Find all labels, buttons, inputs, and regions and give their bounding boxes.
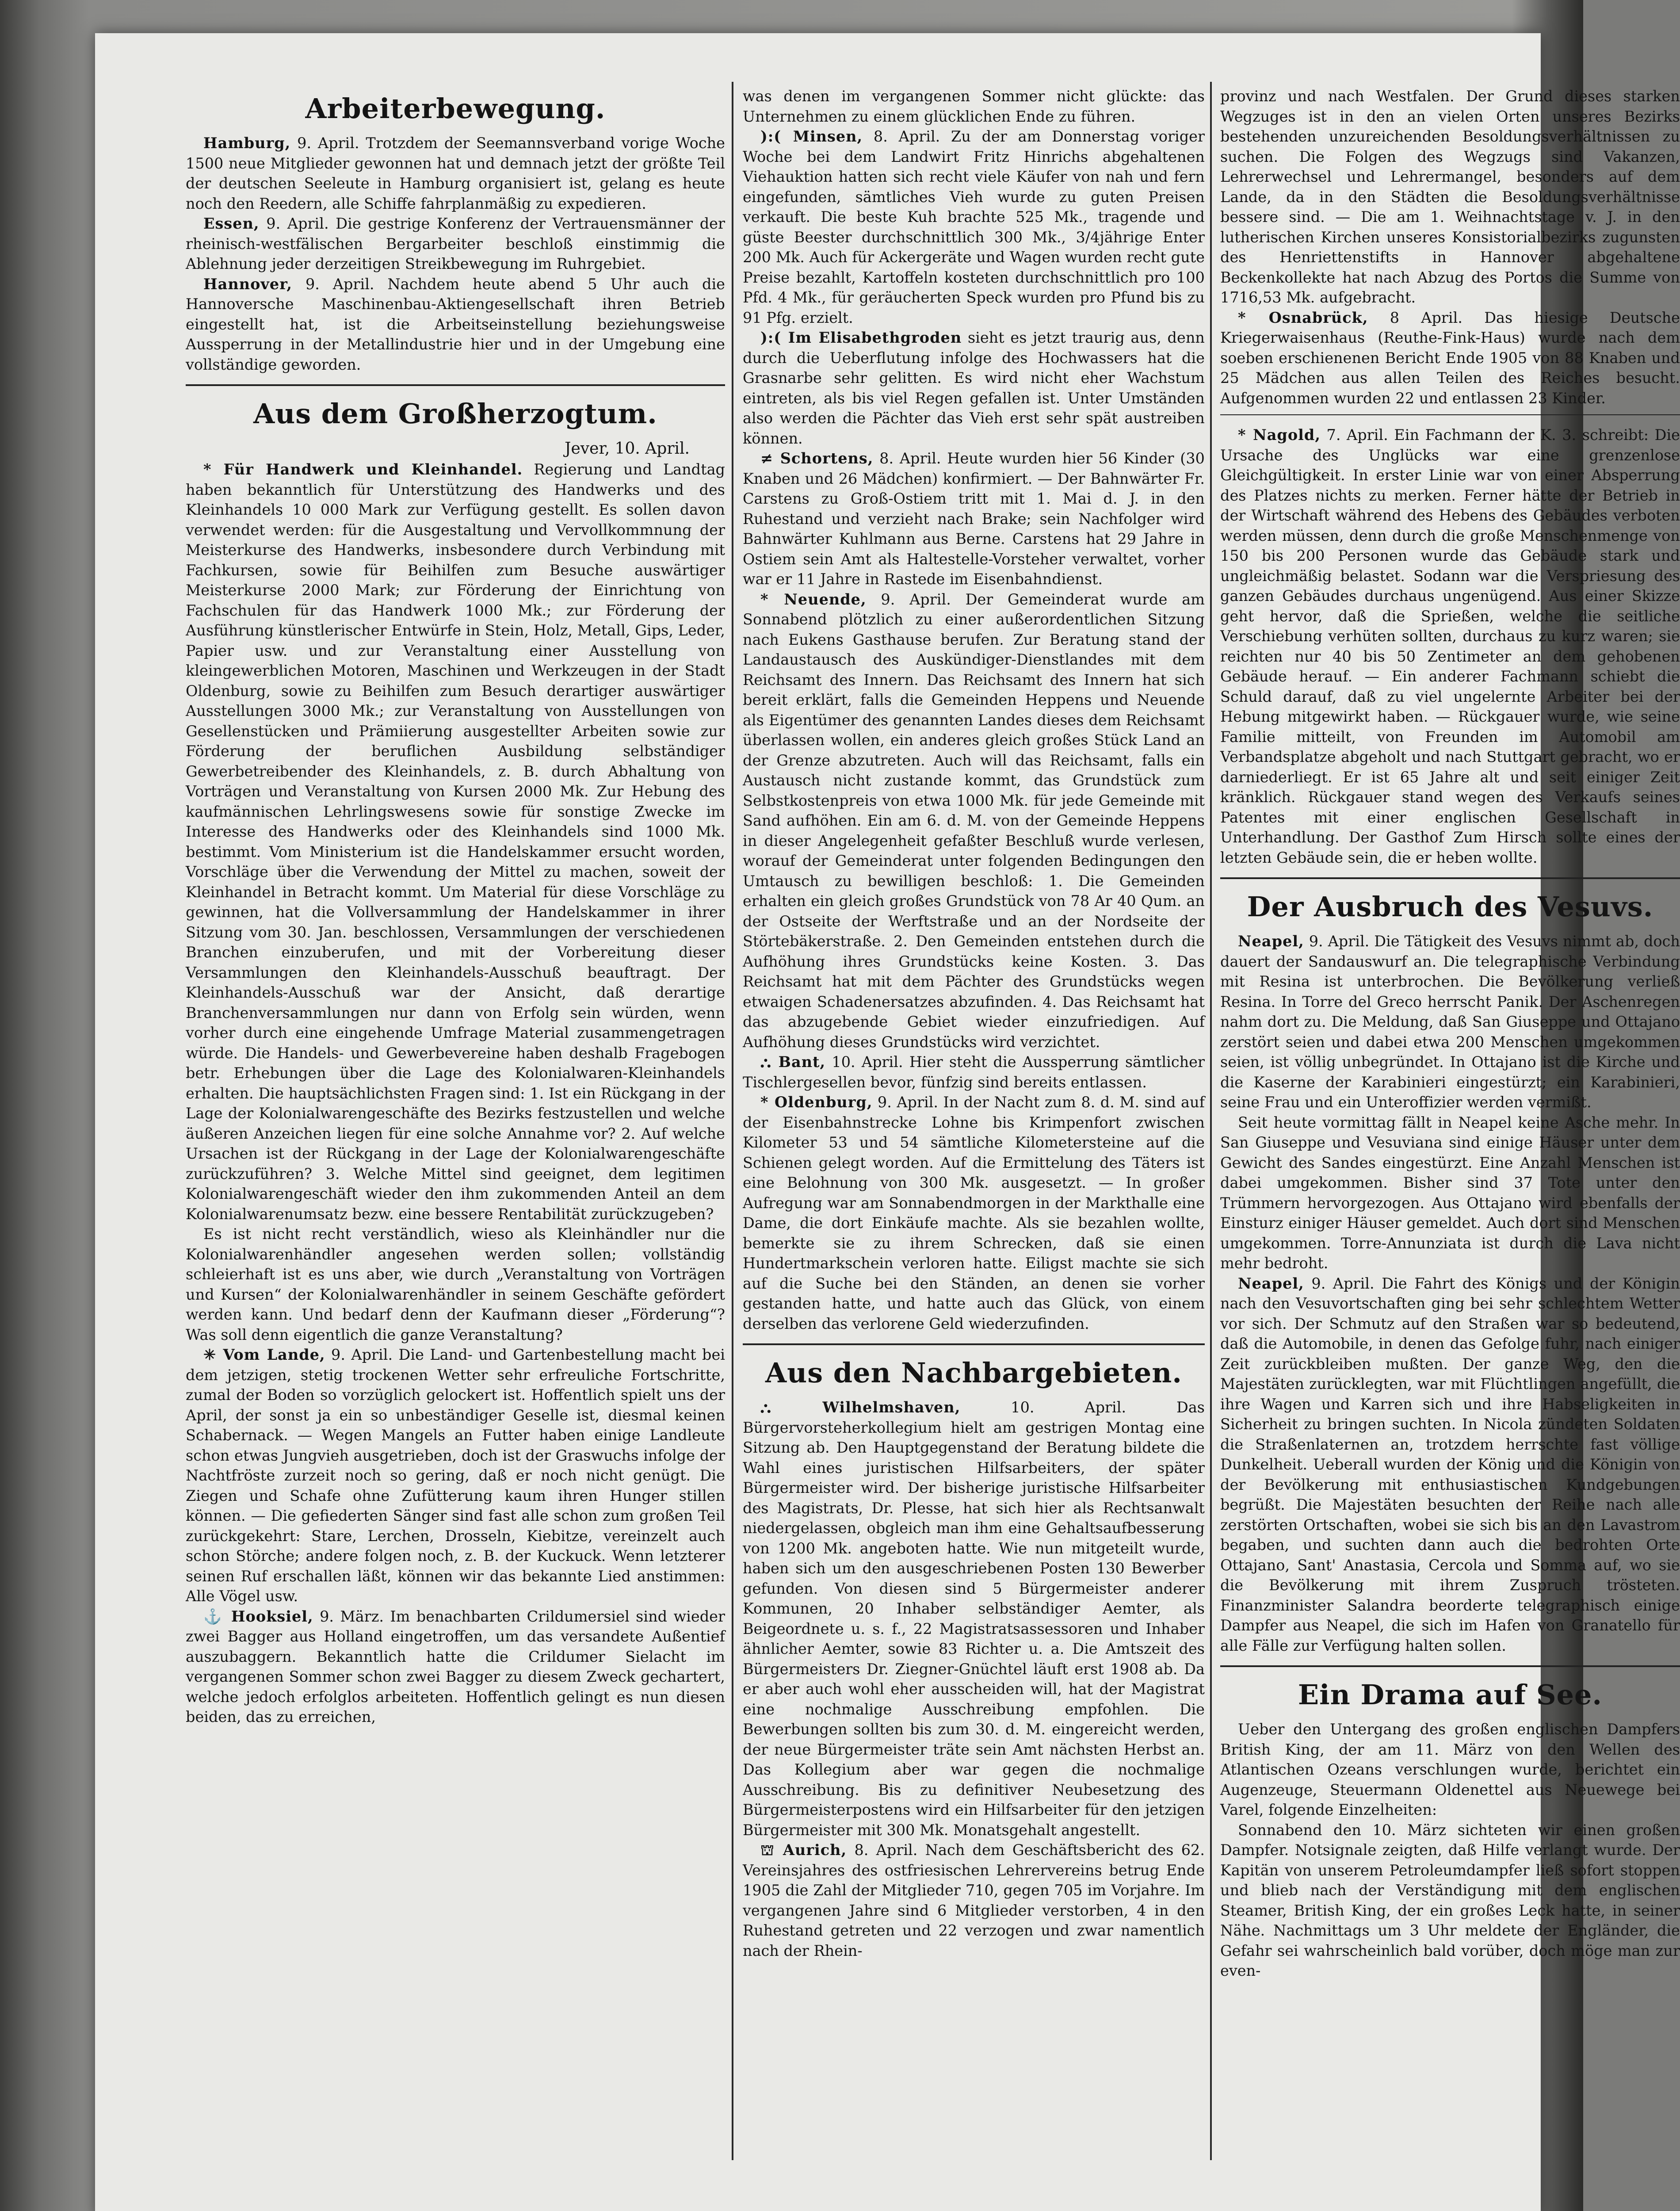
article-text: 9. April. Nachdem heute abend 5 Uhr auch die Hannoversche Maschinenbau-Aktiengesellschaft ihren Betrieb eingestellt hat, ist die Arbeitseinstellung beziehungsweise Aussperrung in der Metallindustrie hier und in der Umgebung eine vollständige geworden. bbox=[186, 275, 725, 373]
article-head: ⛬ Bant, bbox=[760, 1053, 826, 1071]
article-continuation bbox=[1220, 86, 1680, 308]
section-title-vesuv: Der Ausbruch des Vesuvs. bbox=[1247, 891, 1653, 923]
article-wilhelmshaven bbox=[743, 1397, 1205, 1840]
column-2 bbox=[743, 86, 1205, 2200]
article-schortens bbox=[743, 448, 1205, 589]
section-divider bbox=[743, 1343, 1205, 1345]
article-handwerk bbox=[186, 459, 725, 1224]
article-text: 9. April. In der Nacht zum 8. d. M. sind auf der Eisenbahnstrecke Lohne bis Krimpenfort zwischen Kilometer 53 und 54 sämtliche Kilometersteine auf die Schienen gelegt worden. Auf die Ermittelung des Täters ist eine Belohnung von 300 Mk. ausgesetzt. — In großer Aufregung war am Sonnabendmorgen in der Markthalle eine Dame, die dort Einkäufe machte. Als sie bezahlen wollte, bemerkte sie zu ihrem Schrecken, daß sie einen Hundertmarkschein verloren hatte. Eiligst machte sie sich auf die Suche bei den Ständen, an denen sie vorher gestanden hatte, und hatte auch das Glück, von einem derselben das verlorene Geld wiederzufinden. bbox=[743, 1094, 1205, 1332]
article-hannover bbox=[186, 274, 725, 375]
article-neapel-2 bbox=[1220, 1274, 1680, 1656]
article-aurich bbox=[743, 1840, 1205, 1961]
article-text: was denen im vergangenen Sommer nicht glückte: das Unternehmen zu einem glücklichen Ende zu führen. bbox=[743, 88, 1205, 125]
article-continuation bbox=[743, 86, 1205, 126]
article-neapel-asche bbox=[1220, 1113, 1680, 1274]
column-3 bbox=[1220, 86, 1680, 2200]
article-head: * Osnabrück, bbox=[1238, 309, 1368, 326]
article-text: Ueber den Untergang des großen englischen Dampfers British King, der am 11. März von den Wellen des Atlantischen Ozeans verschlungen wurde, berichtet ein Augenzeuge, Steuermann Oldenettel aus Neuewege bei Varel, folgende Einzelheiten: bbox=[1220, 1721, 1680, 1818]
article-text: 9. März. Im benachbarten Crildumersiel sind wieder zwei Bagger aus Holland eingetroffen, um das versandete Außentief auszubaggern. Bekanntlich hatte die Crildumer Sielacht im vergangenen Sommer schon zwei Bagger zu diesem Zweck gechartert, welche jedoch erfolglos arbeiteten. Hoffentlich gelingt es nun diesen beiden, das zu erreichen, bbox=[186, 1607, 725, 1725]
article-head: ⛬ Wilhelmshaven, bbox=[760, 1399, 961, 1416]
article-drama-body bbox=[1220, 1820, 1680, 1981]
article-text: 7. April. Ein Fachmann der K. 3. schreibt: Die Ursache des Unglücks war eine grenzenlose Gleichgültigkeit. In erster Linie war von einer Absperrung des Platzes nichts zu merken. Ferner hätte der Betrieb in der Wirtschaft während des Hebens des Gebäudes verboten werden müssen, denn durch die große Menschenmenge von 150 bis 200 Personen wurde das Gebäude stark und ungleichmäßig belastet. Sodann war die Verspriesung des ganzen Gebäudes durchaus ungenügend. Aus einer Skizze geht hervor, daß die Sprießen, welche die seitliche Verschiebung verhüten sollten, durchaus zu kurz waren; sie reichten nur 40 bis 50 Zentimeter an dem gehobenen Gebäude herauf. — Ein anderer Fachmann schiebt die Schuld darauf, daß zu viel ungelernte Arbeiter bei der Hebung mitgewirkt haben. — Rückgauer wurde, wie seine Familie mitteilt, von Freunden im Automobil am Verbandsplatze abgeholt und nach Stuttgart gebracht, wo er darniederliegt. Er ist 65 Jahre alt und seit einiger Zeit kränklich. Rückgauer stand wegen des Verkaufs seines Patentes mit einer englischen Gesellschaft in Unterhandlung. Der Gasthof Zum Hirsch sollte eines der letzten Gebäude sein, die er heben wollte. bbox=[1220, 426, 1680, 866]
article-text: 9. April. Der Gemeinderat wurde am Sonnabend plötzlich zu einer außerordentlichen Sitzung nach Eukens Gasthause berufen. Zur Beratung stand der Landaustausch des Auskündiger-Dienstlandes mit dem Reichsamt des Innern. Das Reichsamt des Innern hat sich bereit erklärt, falls die Gemeinden Heppens und Neuende als Eigentümer des genannten Landes dieses dem Reichsamt überlassen wollen, ein anderes gleich großes Stück Land an der Grenze abzutreten. Auch will das Reichsamt, falls ein Austausch nicht zustande kommt, das Grundstück zum Selbstkostenpreis von etwa 1000 Mk. für jede Gemeinde mit Sand aufhöhen. Ein am 6. d. M. von der Gemeinde Heppens in dieser Angelegenheit gefaßter Beschluß wurde verlesen, worauf der Gemeinderat unter folgenden Bedingungen den Umtausch zu bewilligen beschloß: 1. Die Gemeinden erhalten ein gleich großes Grundstück von 78 Ar 40 Qum. an der Ostseite der Werftstraße und an der Nordseite der Störtebäkerstraße. 2. Den Gemeinden entstehen durch die Aufhöhung ihres Grundstücks keine Kosten. 3. Das Reichsamt hat mit dem Pächter des Grundstücks wegen etwaigen Schadenersatzes abzufinden. 4. Das Reichsamt hat das abzugebende Gebiet wieder einzufriedigen. Auf Aufhöhung dieses Grundstücks wird verzichtet. bbox=[743, 590, 1205, 1051]
article-head: ⚓ Hooksiel, bbox=[203, 1607, 313, 1625]
article-text: 9. April. Die gestrige Konferenz der Vertrauensmänner der rheinisch-westfälischen Bergarbeiter beschloß einstimmig die Ablehnung jeder derzeitigen Streikbewegung im Ruhrgebiet. bbox=[186, 215, 725, 272]
article-osnabrueck bbox=[1220, 308, 1680, 409]
article-bant bbox=[743, 1052, 1205, 1092]
section-divider bbox=[186, 384, 725, 386]
dateline-jever: Jever, 10. April. bbox=[565, 440, 690, 458]
article-text: 8. April. Heute wurden hier 56 Kinder (30 Knaben und 26 Mädchen) konfirmiert. — Der Bahnwärter Fr. Carstens zu Groß-Ostiem tritt mit 1. Mai d. J. in den Ruhestand und verzieht nach Brake; sein Nachfolger wird Bahnwärter Kuhlmann aus Berne. Carstens hat 29 Jahre in Ostiem sein Amt als Haltestelle-Vorsteher verwaltet, vorher war er 11 Jahre in Rastede im Eisenbahndienst. bbox=[743, 450, 1205, 588]
place-hannover: Hannover, bbox=[203, 275, 293, 293]
article-head: ≠ Schortens, bbox=[760, 450, 874, 467]
article-neapel-1 bbox=[1220, 931, 1680, 1113]
article-text: 9. April. Die Tätigkeit des Vesuvs nimmt ab, doch dauert der Sandauswurf an. Die telegraphische Verbindung mit Resina ist unterbrochen. Die Bevölkerung verließ Resina. In Torre del Greco herrscht Panik. Der Aschenregen nahm dort zu. Die Meldung, daß San Giuseppe und Ottajano zerstört seien und dabei etwa 200 Menschen umgekommen seien, ist völlig unbegründet. In Ottajano ist die Kirche und die Kaserne der Karabinieri eingestürzt; ein Karabinieri, seine Frau und ein Unteroffizier werden vermißt. bbox=[1220, 933, 1680, 1111]
article-hooksiel bbox=[186, 1607, 725, 1727]
article-text: Regierung und Landtag haben bekanntlich für Unterstützung des Handwerks und des Kleinhandels 10 000 Mark zur Verfügung gestellt. Es sollen davon verwendet werden: für die Ausgestaltung und Vervollkommnung der Meisterkurse des Handwerks, insbesondere durch Verbindung mit Fachkursen, sowie für Beihilfen zum Besuche auswärtiger Meisterkurse 2000 Mark; zur Förderung der Einrichtung von Fachschulen für das Handwerk 1000 Mk.; zur Förderung der Ausführung künstlerischer Entwürfe in Stein, Holz, Metall, Gips, Leder, Papier usw. und zur Veranstaltung einer Ausstellung von kleingewerblichen Motoren, Maschinen und Werkzeugen in der Stadt Oldenburg, sowie zu Beihilfen zum Besuch derartiger auswärtiger Ausstellungen 3000 Mk.; zur Veranstaltung von Ausstellungen von Gesellenstücken und Prämiierung ausgestellter Arbeiten sowie zur Förderung der beruflichen Ausbildung selbständiger Gewerbetreibender des Kleinhandels, z. B. durch Abhaltung von Vorträgen und Veranstaltung von Kursen 2000 Mk. Zur Hebung des kaufmännischen Lehrlingswesens sowie für sonstige Zwecke im Interesse des Handwerks oder des Kleinhandels sind 1000 Mk. bestimmt. Vom Ministerium ist die Handelskammer ersucht worden, Vorschläge über die Verwendung der Mittel zu machen, soweit der Kleinhandel in Betracht kommt. Um Material für diese Vorschläge zu gewinnen, hat die Vollversammlung der Handelskammer in ihrer Sitzung vom 30. Jan. beschlossen, Versammlungen der verschiedenen Branchen einzuberufen, und mit der Vorbereitung dieser Versammlungen den Kleinhandels-Ausschuß beauftragt. Der Kleinhandels-Ausschuß war der Ansicht, daß derartige Branchenversammlungen nur dann von Erfolg sein würden, wenn vorher durch eine eingehende Umfrage Material zusammengetragen würde. Die Handels- und Gewerbevereine haben deshalb Fragebogen betr. Erhebungen über die Lage des Kolonialwaren-Kleinhandels erhalten. Die hauptsächlichsten Fragen sind: 1. Ist ein Rückgang in der Lage der Kolonialwarengeschäfte des Bezirks festzustellen und welche äußeren Anzeichen liegen für eine solche Annahme vor? 2. Auf welche Ursachen ist der Rückgang in der Lage der Kolonialwarengeschäfte zurückzuführen? 3. Welche Mittel sind geeignet, dem legitimen Kolonialwarengeschäft wieder den ihm zukommenden Anteil an dem Kolonialwarenumsatz bezw. eine bessere Rentabilität zurückzugeben? bbox=[186, 461, 725, 1223]
article-text: 9. April. Trotzdem der Seemannsverband vorige Woche 1500 neue Mitglieder gewonnen hat und demnach jetzt der größte Teil der deutschen Seeleute in Hamburg organisiert ist, gelang es heute noch den Reedern, alle Schiffe fahrplanmäßig zu expedieren. bbox=[186, 134, 725, 212]
article-head: * Neuende, bbox=[760, 590, 867, 608]
article-text: 8. April. Zu der am Donnerstag voriger Woche bei dem Landwirt Fritz Hinrichs abgehaltenen Viehauktion hatten sich recht viele Käufer von nah und fern eingefunden, sämtliches Vieh wurde zu guten Preisen verkauft. Die beste Kuh brachte 525 Mk., tragende und güste Beester durchschnittlich 300 Mk., 3/4jährige Enter 200 Mk. Auch für Ackergeräte und Wagen wurden recht gute Preise bezahlt, Kartoffeln kosteten durchschnittlich pro 100 Pfd. 4 Mk., für geräucherten Speck wurden pro Pfund bis zu 91 Pfg. erzielt. bbox=[743, 128, 1205, 326]
section-title-nachbargebiete: Aus den Nachbargebieten. bbox=[765, 1357, 1182, 1389]
article-text: Es ist nicht recht verständlich, wieso als Kleinhändler nur die Kolonialwarenhändler angesehen werden sollen; vollständig schleierhaft ist es uns aber, wie durch „Veranstaltung von Vorträgen und Kursen“ der Kolonialwarenhändler in seinem Geschäfte gefördert werden kann. Und bedarf denn der Kaufmann dieser „Förderung“? Was soll denn eigentlich die ganze Veranstaltung? bbox=[186, 1225, 725, 1343]
article-minsen bbox=[743, 126, 1205, 328]
article-divider bbox=[1220, 414, 1680, 415]
column-1 bbox=[186, 86, 725, 2200]
article-text: 10. April. Hier steht die Aussperrung sämtlicher Tischlergesellen bevor, fünfzig sind bereits entlassen. bbox=[743, 1053, 1205, 1091]
article-head: * Oldenburg, bbox=[760, 1094, 873, 1111]
article-text: 10. April. Das Bürgervorsteherkollegium hielt am gestrigen Montag eine Sitzung ab. Den Hauptgegenstand der Beratung bildete die Wahl eines juristischen Hilfsarbeiters, der später Bürgermeister wird. Der bisherige juristische Hilfsarbeiter des Magistrats, Dr. Plesse, hat sich hier als Rechtsanwalt niedergelassen, obgleich man ihm eine Gehaltsaufbesserung von 1200 Mk. angeboten hatte. Wie nun mitgeteilt wurde, haben sich um den ausgeschriebenen Posten 130 Bewerber gefunden. Von diesen sind 5 Bürgermeister anderer Kommunen, 20 Inhaber selbständiger Aemter, als Beigeordnete u. s. f., 22 Magistratsassessoren und Inhaber ähnlicher Aemter, sowie 83 Richter u. a. Die Amtszeit des Bürgermeisters Dr. Ziegner-Gnüchtel läuft erst 1908 ab. Da er aber auch wohl eher ausscheiden will, hat der Magistrat eine nochmalige Ausschreibung empfohlen. Die Bewerbungen sollten bis zum 30. d. M. eingereicht werden, der neue Bürgermeister träte sein Amt nächsten Herbst an. Das Kollegium aber war gegen die nochmalige Ausschreibung. Bis zu definitiver Neubesetzung des Bürgermeisterpostens wird ein Hilfsarbeiter für den jetzigen Bürgermeister mit 300 Mk. Monatsgehalt angestellt. bbox=[743, 1399, 1205, 1839]
column-rule-2 bbox=[1210, 82, 1212, 2160]
article-kommentar bbox=[186, 1224, 725, 1345]
article-head: ✳ Vom Lande, bbox=[203, 1346, 325, 1363]
section-divider bbox=[1220, 1665, 1680, 1667]
article-text: Seit heute vormittag fällt in Neapel keine Asche mehr. In San Giuseppe und Vesuviana sind einige Häuser unter dem Gewicht des Sandes eingestürzt. Eine Anzahl Menschen ist dabei umgekommen. Bisher sind 37 Tote unter den Trümmern hervorgezogen. Aus Ottajano wird ebenfalls der Einsturz einiger Häuser gemeldet. Auch dort sind Menschen umgekommen. Torre-Annunziata ist durch die Lava nicht mehr bedroht. bbox=[1220, 1113, 1680, 1272]
article-head: Neapel, bbox=[1238, 933, 1304, 950]
article-head: ):( Minsen, bbox=[760, 128, 863, 145]
article-text: 9. April. Die Land- und Gartenbestellung macht bei dem jetzigen, stetig trockenen Wetter sehr erfreuliche Fortschritte, zumal der Boden so vorzüglich gelockert ist. Hoffentlich spielt uns der April, der sonst ja ein so unbeständiger Geselle ist, diesmal keinen Schabernack. — Wegen Mangels an Futter haben einige Landleute schon etwas Jungvieh ausgetrieben, doch ist der Graswuchs infolge der Nachtfröste zurzeit noch so gering, daß er noch nicht genügt. Die Ziegen und Schafe ohne Zufütterung kaum ihren Hunger stillen können. — Die gefiederten Sänger sind fast alle schon zum großen Teil zurückgekehrt: Stare, Lerchen, Drosseln, Kiebitze, vereinzelt auch schon Störche; andere folgen noch, z. B. der Kuckuck. Wenn letzterer seinen Ruf erschallen läßt, können wir das bekannte Lied anstimmen: Alle Vögel usw. bbox=[186, 1346, 725, 1605]
article-neuende bbox=[743, 589, 1205, 1052]
article-oldenburg bbox=[743, 1092, 1205, 1334]
section-title-grossherzogtum: Aus dem Großherzogtum. bbox=[253, 398, 657, 430]
column-rule-1 bbox=[732, 82, 733, 2160]
article-essen bbox=[186, 214, 725, 274]
article-head: ⛫ Aurich, bbox=[760, 1841, 847, 1859]
article-hamburg bbox=[186, 133, 725, 214]
place-hamburg: Hamburg, bbox=[203, 134, 291, 152]
article-text: 8 April. Das hiesige Deutsche Kriegerwaisenhaus (Reuthe-Fink-Haus) wurde nach dem soeben erschienenen Bericht Ende 1905 von 88 Knaben und 25 Mädchen aus allen Teilen des Reiches besucht. Aufgenommen wurden 22 und entlassen 23 Kinder. bbox=[1220, 309, 1680, 407]
article-elisabethgroden bbox=[743, 328, 1205, 448]
article-text: 9. April. Die Fahrt des Königs und der Königin nach den Vesuvortschaften ging bei sehr schlechtem Wetter vor sich. Der Schmutz auf den Straßen war so bedeutend, daß die Automobile, in denen das Gefolge fuhr, nach einiger Zeit zurückbleiben mußten. Der ganze Weg, den die Majestäten zurücklegten, war mit Flüchtlingen angefüllt, die ihre Wagen und Karren sich und ihre Habseligkeiten in Sicherheit zu bringen suchten. In Nicola zündeten Soldaten die Straßenlaternen an, trotzdem herrschte fast völlige Dunkelheit. Ueberall wurden der König und die Königin von der Bevölkerung mit enthusiastischen Kundgebungen begrüßt. Die Majestäten besuchten der Reihe nach alle zerstörten Ortschaften, wobei sie sich bis an den Lavastrom begaben, und suchten dann auch die bedrohten Orte Ottajano, Sant' Anastasia, Cercola und Somma auf, wo sie die Bevölkerung mit ihrem Zuspruch trösteten. Finanzminister Salandra beorderte telegraphisch einige Dampfer aus Neapel, die sich im Hafen von Granatello für alle Fälle zur Verfügung halten sollen. bbox=[1220, 1274, 1680, 1654]
section-title-drama: Ein Drama auf See. bbox=[1298, 1679, 1603, 1711]
section-divider bbox=[1220, 877, 1680, 879]
newspaper-page bbox=[95, 33, 1680, 2211]
article-vom-lande bbox=[186, 1345, 725, 1607]
article-drama-intro bbox=[1220, 1719, 1680, 1820]
article-text: Sonnabend den 10. März sichteten wir einen großen Dampfer. Notsignale zeigten, daß Hilfe verlangt wurde. Der Kapitän von unserem Petroleumdampfer ließ sofort stoppen und blieb nach der Verständigung mit dem englischen Steamer, British King, der ein großes Leck hatte, in seiner Nähe. Nachmittags um 3 Uhr meldete der Engländer, die Gefahr sei wahrscheinlich bald vorüber, doch möge man zur even- bbox=[1220, 1821, 1680, 1979]
section-title-arbeiterbewegung: Arbeiterbewegung. bbox=[305, 92, 606, 125]
article-head: * Nagold, bbox=[1238, 426, 1321, 444]
article-text: provinz und nach Westfalen. Der Grund dieses starken Wegzuges ist in den an vielen Orten unseres Bezirks bestehenden unzureichenden Besoldungsverhältnissen zu suchen. Die Folgen des Wegzugs sind Vakanzen, Lehrerwechsel und Lehrermangel, besonders auf dem Lande, da in den Städten die Besoldungsverhältnisse bessere sind. — Die am 1. Weihnachtstage v. J. in den lutherischen Kirchen unseres Konsistorialbezirks zugunsten des Henriettenstifts in Hannover abgehaltene Beckenkollekte hat nach Abzug des Portos die Summe von 1716,53 Mk. aufgebracht. bbox=[1220, 88, 1680, 306]
article-nagold bbox=[1220, 425, 1680, 868]
article-head: * Für Handwerk und Kleinhandel. bbox=[203, 461, 523, 478]
article-head: ):( Im Elisabethgroden bbox=[760, 329, 962, 346]
article-head: Neapel, bbox=[1238, 1274, 1304, 1292]
article-text: sieht es jetzt traurig aus, denn durch die Ueberflutung infolge des Hochwassers hat die Grasnarbe sehr gelitten. Es wird nicht eher Wachstum eintreten, als bis viel Regen gefallen ist. Unter Umständen also werden die Pächter das Vieh erst sehr spät austreiben können. bbox=[743, 329, 1205, 447]
article-text: 8. April. Nach dem Geschäftsbericht des 62. Vereinsjahres des ostfriesischen Lehrervereins betrug Ende 1905 die Zahl der Mitglieder 710, gegen 705 im Vorjahre. Im vergangenen Jahre sind 6 Mitglieder verstorben, 4 in den Ruhestand getreten und 22 verzogen und zwar namentlich nach der Rhein- bbox=[743, 1841, 1205, 1959]
place-essen: Essen, bbox=[203, 215, 260, 232]
